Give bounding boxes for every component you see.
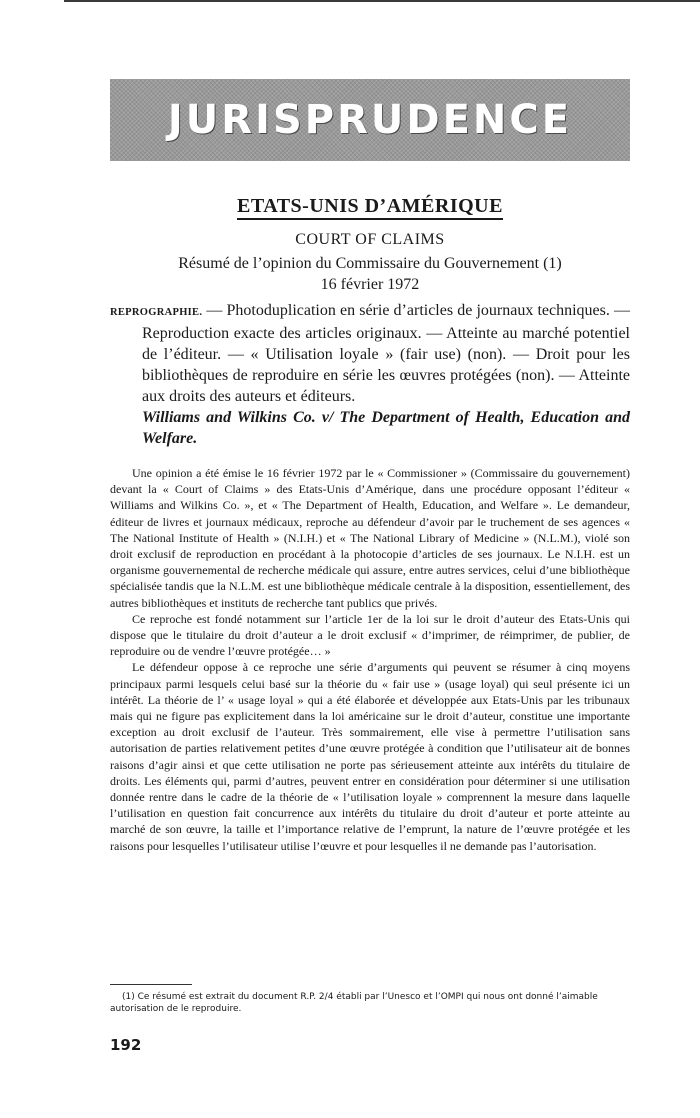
section-banner [110, 79, 630, 161]
country-heading [110, 195, 630, 218]
court-heading: COURT OF CLAIMS [295, 231, 445, 248]
summary-heading: Résumé de l’opinion du Commissaire du Gouvernement (1) [178, 255, 562, 272]
keywords-text: — Photoduplication en série d’articles de journaux techniques. — Reproduction exacte des articles originaux. — Atteinte au marché potentiel de l’éditeur. — « Utilisation loyale » (fair use) (non). — Droit pour les bibliothèques de reproduire en série les œuvres protégées (non). — Atteinte aux droits des auteurs et éditeurs. [142, 302, 630, 405]
page-number: 192 [110, 1036, 142, 1054]
date-heading: 16 février 1972 [320, 276, 420, 293]
keywords-block [110, 300, 630, 449]
body-text [110, 465, 630, 854]
country-heading-text: ETATS-UNIS D’AMÉRIQUE [237, 195, 503, 220]
section-title: JURISPRUDENCE [167, 97, 573, 143]
body-paragraph: Une opinion a été émise le 16 février 1972 par le « Commissioner » (Commissaire du gouvernement) devant la « Court of Claims » des Etats-Unis d’Amérique, dans une procédure opposant l’éditeur « Williams and Wilkins Co. », et « The Department of Health, Education, and Welfare ». Le demandeur, éditeur de livres et journaux médicaux, reproche au défendeur d’avoir par le truchement de ses agences « The National Institute of Health » (N.I.H.) et « The National Library of Medicine » (N.L.M.), violé son droit exclusif de reproduction en procédant à la photocopie d’articles de ses journaux. Le N.I.H. est un organisme gouvernemental de recherche médicale qui assure, entre autres services, celui d’une bibliothèque spécialisée tandis que la N.L.M. est une bibliothèque médicale centrale à la disposition, essentiellement, des autres bibliothèques et instituts de recherche tant publics que privés. [110, 466, 630, 610]
footnote: (1) Ce résumé est extrait du document R.P. 2/4 établi par l’Unesco et l’OMPI qui nous ont donné l’aimable autorisation de le reproduire. [110, 992, 598, 1014]
keywords-label: REPROGRAPHIE. [110, 307, 203, 318]
top-rule [64, 0, 700, 2]
case-parties: Williams and Wilkins Co. v/ The Department of Health, Education and Welfare. [142, 409, 630, 447]
body-paragraph: Ce reproche est fondé notamment sur l’article 1er de la loi sur le droit d’auteur des Etats-Unis qui dispose que le titulaire du droit d’auteur a le droit exclusif « d’imprimer, de réimprimer, de publier, de reproduire ou de vendre l’œuvre protégée… » [110, 611, 630, 659]
footnote-rule [110, 984, 192, 985]
keywords-paragraph [110, 300, 630, 407]
body-paragraph: Le défendeur oppose à ce reproche une série d’arguments qui peuvent se résumer à cinq moyens principaux parmi lesquels celui basé sur la théorie du « fair use » (usage loyal) qui seul présente ici un intérêt. La théorie de l’ « usage loyal » qui a été élaborée et développée aux Etats-Unis par les tribunaux mais qui ne figure pas explicitement dans la loi américaine sur le droit d’auteur, constitue une importante exception au droit exclusif de l’auteur. Très sommairement, elle vise à permettre l’utilisation sans autorisation de parties relativement petites d’une œuvre protégée à condition que l’utilisateur ait de bonnes raisons d’agir ainsi et que cette utilisation ne porte pas sérieusement atteinte aux intérêts du titulaire de droits. Les éléments qui, parmi d’autres, peuvent entrer en considération pour déterminer si une utilisation donnée rentre dans le cadre de la théorie de « l’utilisation loyale » comprennent la mesure dans laquelle l’utilisation en question fait concurrence aux intérêts du titulaire du droit d’auteur et porte atteinte au marché de son œuvre, la taille et l’importance relative de l’emprunt, la nature de l’œuvre protégée et les raisons pour lesquelles l’utilisateur utilise l’œuvre et pour lesquelles il ne demande pas l’autorisation. [110, 660, 630, 853]
